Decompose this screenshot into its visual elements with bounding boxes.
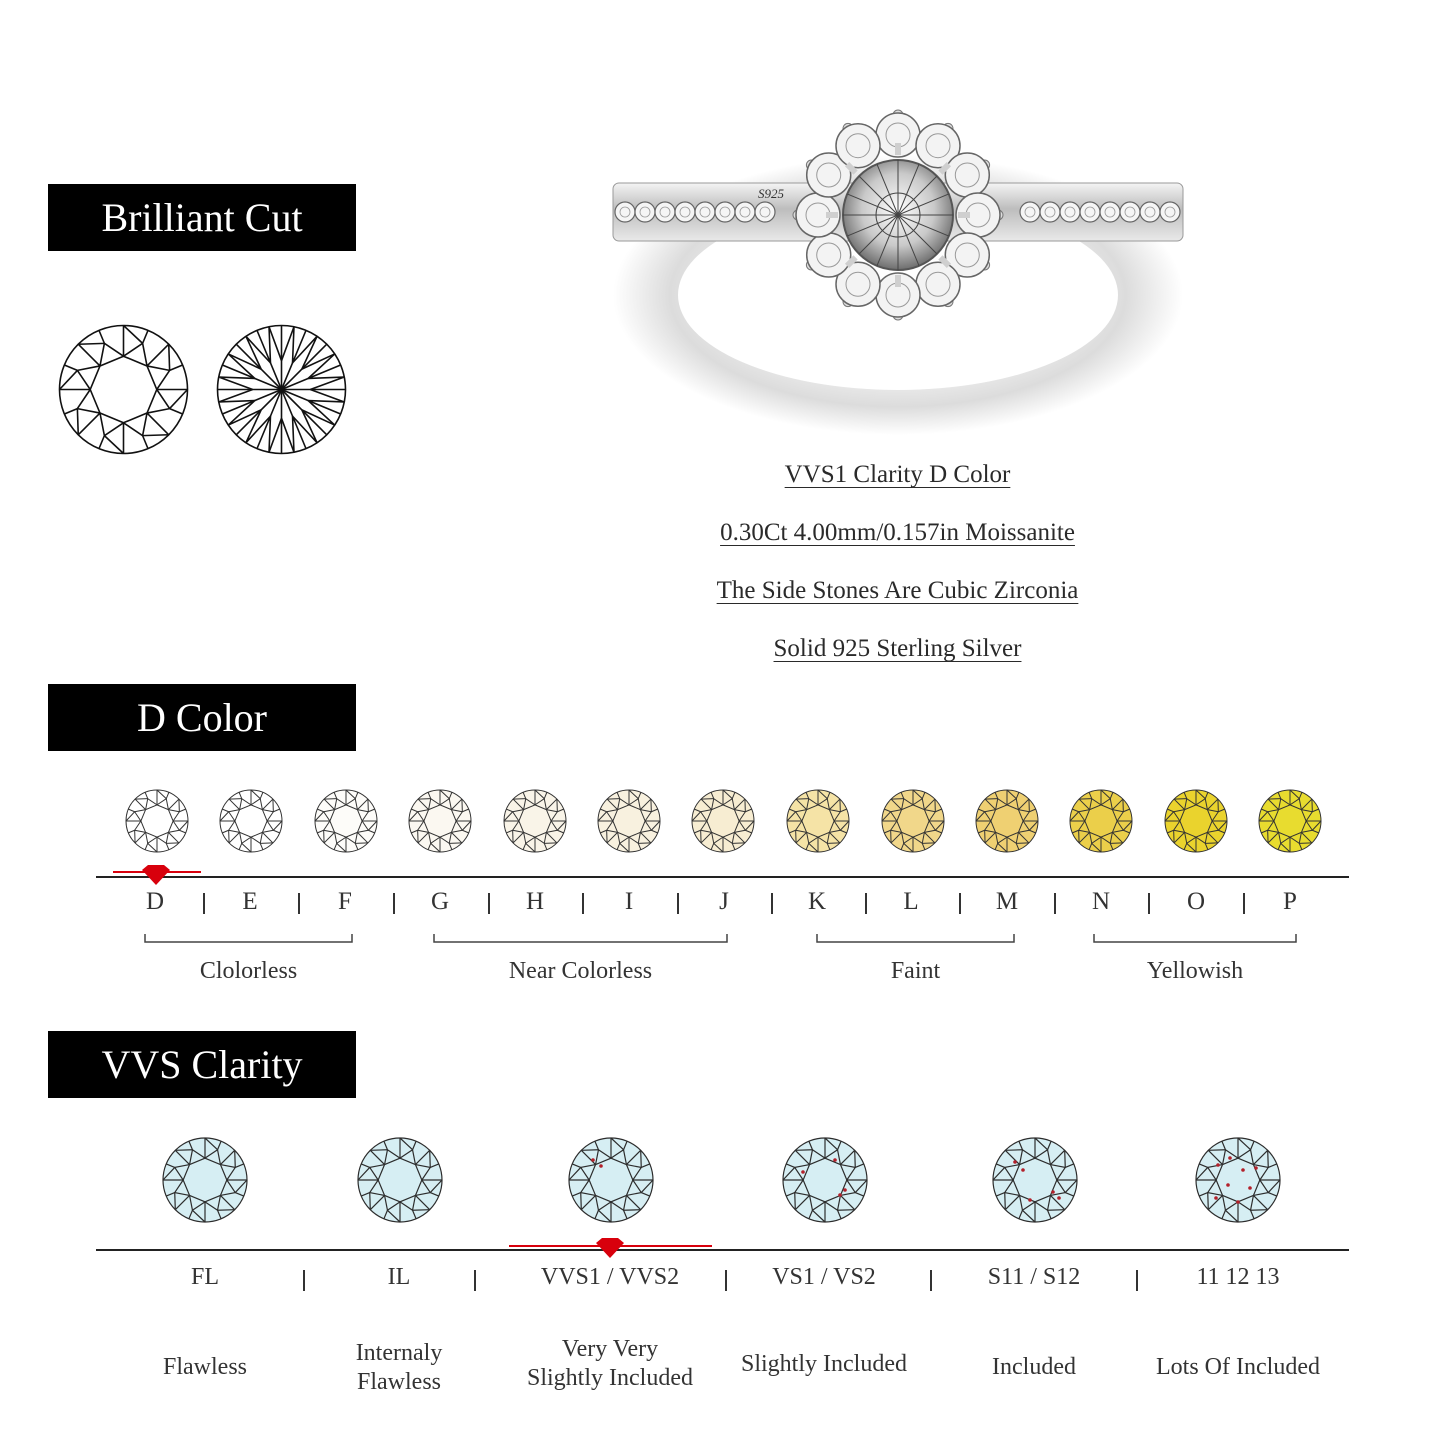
spec-carat-size: 0.30Ct 4.00mm/0.157in Moissanite bbox=[720, 519, 1075, 546]
clarity-desc-vs bbox=[714, 1350, 934, 1379]
color-swatch-p bbox=[1259, 790, 1321, 852]
clarity-desc-line: Very Very bbox=[561, 1336, 659, 1362]
color-swatch-g bbox=[409, 790, 471, 852]
brilliant-cut-label: Brilliant Cut bbox=[48, 184, 356, 251]
color-grade-i: I bbox=[624, 888, 634, 915]
color-swatch-n bbox=[1070, 790, 1132, 852]
spec-clarity-color: VVS1 Clarity D Color bbox=[784, 461, 1011, 488]
clarity-desc-line: Internaly bbox=[355, 1340, 443, 1366]
color-group-colorless: Clolorless bbox=[199, 958, 298, 984]
color-group-brackets bbox=[0, 930, 1445, 950]
color-grade-separator bbox=[959, 893, 961, 914]
clarity-selected-marker-icon bbox=[595, 1237, 625, 1259]
clarity-desc-line: Included bbox=[992, 1354, 1076, 1380]
clarity-desc-vvs bbox=[500, 1335, 720, 1393]
color-grade-separator bbox=[393, 893, 395, 914]
vvs-clarity-label: VVS Clarity bbox=[48, 1031, 356, 1098]
clarity-grade-il: IL bbox=[387, 1264, 411, 1290]
clarity-desc-internally-flawless bbox=[289, 1339, 509, 1397]
clarity-desc-si bbox=[924, 1353, 1144, 1382]
color-grade-h: H bbox=[525, 888, 545, 915]
color-swatch-j bbox=[692, 790, 754, 852]
color-grade-j: J bbox=[719, 888, 729, 915]
d-color-label: D Color bbox=[48, 684, 356, 751]
color-grade-separator bbox=[1148, 893, 1150, 914]
color-group-yellowish: Yellowish bbox=[1146, 958, 1244, 984]
color-grade-k: K bbox=[807, 888, 827, 915]
color-grade-g: G bbox=[430, 888, 450, 915]
color-group-near-colorless: Near Colorless bbox=[508, 958, 653, 984]
clarity-grade-i: 11 12 13 bbox=[1196, 1264, 1280, 1290]
color-grade-o: O bbox=[1186, 888, 1206, 915]
color-grade-separator bbox=[203, 893, 205, 914]
clarity-stone-5 bbox=[993, 1138, 1077, 1222]
clarity-desc-line: Flawless bbox=[163, 1354, 247, 1380]
color-grade-separator bbox=[488, 893, 490, 914]
color-swatch-l bbox=[882, 790, 944, 852]
color-swatch-f bbox=[315, 790, 377, 852]
color-grade-f: F bbox=[338, 888, 352, 915]
clarity-desc-line: Lots Of Included bbox=[1156, 1354, 1320, 1380]
clarity-grade-vvs: VVS1 / VVS2 bbox=[540, 1264, 680, 1290]
clarity-stone-2 bbox=[358, 1138, 442, 1222]
color-grade-separator bbox=[298, 893, 300, 914]
color-grade-n: N bbox=[1091, 888, 1111, 915]
color-grade-separator bbox=[1054, 893, 1056, 914]
color-scale-line bbox=[96, 876, 1349, 878]
clarity-desc-line: Slightly Included bbox=[741, 1351, 907, 1377]
color-grade-m: M bbox=[995, 888, 1019, 915]
color-group-faint: Faint bbox=[890, 958, 941, 984]
clarity-stone-4 bbox=[783, 1138, 867, 1222]
color-swatch-o bbox=[1165, 790, 1227, 852]
color-grade-separator bbox=[1243, 893, 1245, 914]
color-grade-separator bbox=[582, 893, 584, 914]
clarity-desc-flawless bbox=[95, 1353, 315, 1382]
clarity-grade-si: S11 / S12 bbox=[987, 1264, 1081, 1290]
clarity-grade-vs: VS1 / VS2 bbox=[772, 1264, 876, 1290]
clarity-stone-1 bbox=[163, 1138, 247, 1222]
clarity-stone-3 bbox=[569, 1138, 653, 1222]
spec-side-stones: The Side Stones Are Cubic Zirconia bbox=[716, 577, 1079, 604]
clarity-separator bbox=[474, 1270, 476, 1291]
clarity-scale-line bbox=[96, 1249, 1349, 1251]
clarity-stone-6 bbox=[1196, 1138, 1280, 1222]
clarity-grade-fl: FL bbox=[190, 1264, 219, 1290]
clarity-desc-line: Slightly Included bbox=[527, 1365, 693, 1391]
color-grade-d: D bbox=[145, 888, 165, 915]
color-swatch-m bbox=[976, 790, 1038, 852]
spec-material: Solid 925 Sterling Silver bbox=[773, 635, 1022, 662]
color-grade-separator bbox=[771, 893, 773, 914]
clarity-desc-line: Flawless bbox=[357, 1369, 441, 1395]
color-swatch-i bbox=[598, 790, 660, 852]
color-grade-p: P bbox=[1283, 888, 1297, 915]
color-selected-marker-icon bbox=[141, 864, 171, 886]
color-grade-separator bbox=[865, 893, 867, 914]
color-swatch-e bbox=[220, 790, 282, 852]
ring-stamp: S925 bbox=[758, 186, 784, 201]
color-swatch-k bbox=[787, 790, 849, 852]
clarity-separator bbox=[930, 1270, 932, 1291]
color-grade-l: L bbox=[903, 888, 919, 915]
color-swatch-d bbox=[126, 790, 188, 852]
color-grade-e: E bbox=[242, 888, 258, 915]
clarity-desc-i bbox=[1128, 1353, 1348, 1382]
color-grade-separator bbox=[677, 893, 679, 914]
color-swatch-h bbox=[504, 790, 566, 852]
